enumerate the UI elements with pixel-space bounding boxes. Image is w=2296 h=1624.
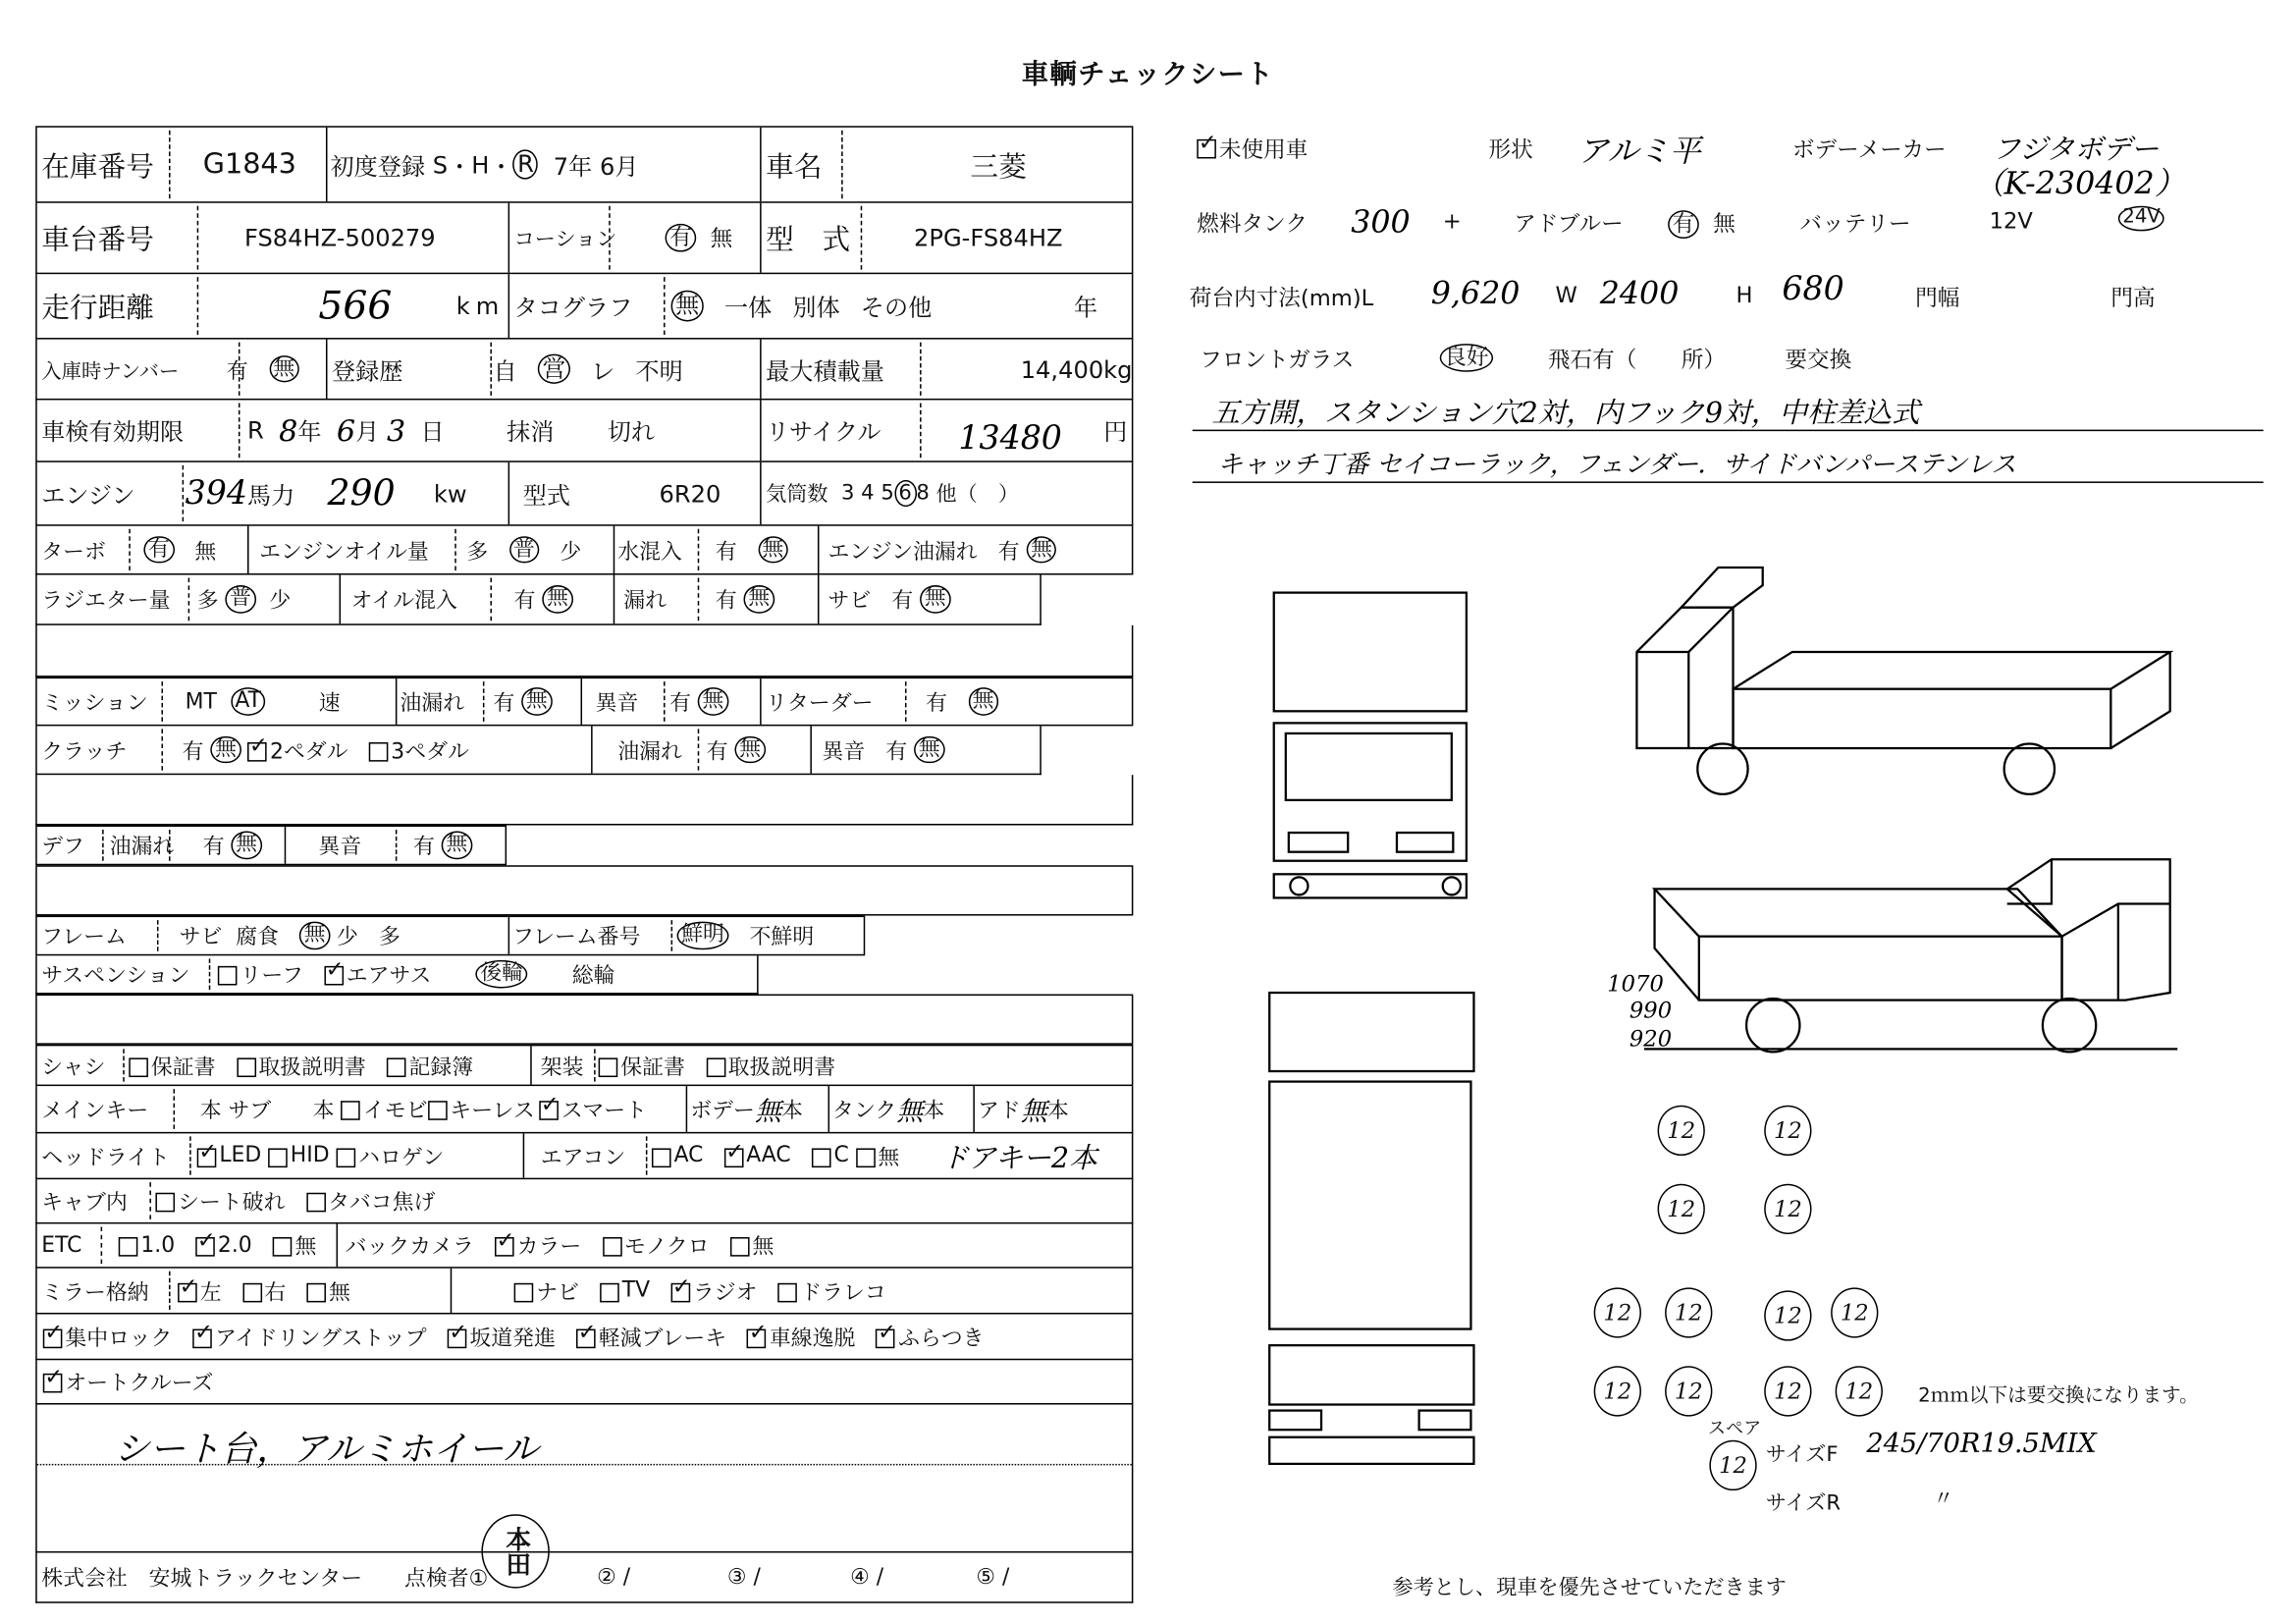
frame-number-label: フレーム番号 [512,926,641,950]
spare-label: スペア [1707,1418,1762,1439]
diff-noise-options: 有 無 [413,827,472,864]
engine-type: 6R20 [659,479,721,508]
cargo-dim-label: 荷台内寸法(mm)L [1189,284,1374,311]
clutch-label: クラッチ [41,739,128,764]
radiator-label: ラジエター量 [41,589,171,614]
body-docs: 保証書 取扱説明書 [599,1046,835,1084]
turbo-options: 有 無 [143,526,216,573]
body-maker: フジタボデー [1992,133,2160,167]
mileage: 566 [318,283,393,329]
mirror-label: ミラー格納 [41,1280,149,1305]
tire-second-right: 12 [1764,1184,1811,1234]
size-rear-label: サイズR [1765,1491,1842,1516]
safety-options: ✓ 集中ロック ✓ アイドリングストップ ✓ 坂道発進 ✓ 軽減ブレーキ ✓ 車線逸脱 ✓ ふらつき [43,1314,985,1358]
size-front-label: サイズF [1765,1442,1839,1467]
model: 2PG-FS84HZ [914,223,1063,252]
height-2: 990 [1629,997,1673,1024]
water-label: 水混入 [617,540,682,565]
stock-label: 在庫番号 [41,150,154,184]
windshield-label: フロントガラス [1200,347,1355,374]
rust: サビ 有 無 [828,574,951,623]
battery-12v: 12V [1989,207,2033,235]
inspector-2: ② / [597,1565,631,1590]
etc-options: 1.0 ✓ 2.0 無 [119,1223,317,1267]
engine-label: エンジン [41,480,135,510]
gate-width-label: 門幅 [1915,284,1960,311]
body-maker-code: （K-230402） [1972,166,2186,202]
clutch-leak-options: 有 無 [707,726,766,773]
body-note-1: 五方開，スタンション穴2対，内フック9対，中柱差込式 [1211,397,1920,430]
fuel-tank-label: 燃料タンク [1197,210,1308,238]
adblue-options: 有 無 [1668,207,1735,239]
etc-label: ETC [41,1233,82,1258]
oil-mix-options: 有 無 [514,574,573,623]
gate-height-label: 門高 [2110,284,2156,311]
water-options: 有 無 [716,526,788,573]
cab-label: キャブ内 [41,1191,128,1216]
tire-rear1-right-outer: 12 [1831,1287,1878,1337]
inspector-4: ④ / [850,1565,884,1590]
caution-label: コーション [513,227,617,251]
tacho-options: 無 一体 別体 その他 [671,274,933,338]
tire-note: 2ｍｍ以下は要交換になります。 [1918,1384,2199,1408]
retarder-label: リターダー [766,691,874,716]
tire-spare: 12 [1709,1440,1756,1490]
page-title: 車輌チェックシート [1021,59,1275,91]
oil-level-options: 多 普 少 [466,537,582,565]
diff-leak-label: 油漏れ [109,836,175,860]
caution-options: 有 無 [666,203,733,273]
mileage-label: 走行距離 [41,292,154,325]
cargo-length: 9,620 [1430,275,1521,311]
aircon-options: AC ✓ AAC C 無 [652,1133,899,1177]
chassis-no: FS84HZ-500279 [243,223,436,252]
tire-rear2-left-inner: 12 [1665,1366,1712,1416]
inspector-stamp: 本田 [481,1514,549,1588]
headlight-label: ヘッドライト [41,1146,170,1170]
recycle-label: リサイクル [766,417,881,447]
adblue-keys: アド 無 本 [977,1095,1069,1127]
max-load: 14,400kg [1020,354,1133,384]
tire-rear2-left-outer: 12 [1594,1366,1641,1416]
audio-options: ナビ TV ✓ ラジオ ドラレコ [514,1269,886,1313]
body-keys: ボデー 無 本 [690,1095,803,1127]
inspector-3: ③ / [726,1565,761,1590]
leak-options: 有 無 [716,574,774,623]
diff-label: デフ [41,836,85,860]
inspector-label: 点検者① [403,1567,489,1592]
mileage-unit: km [455,292,506,320]
vehicle-name: 三菱 [970,150,1027,184]
height-3: 920 [1629,1025,1673,1053]
windshield-chip: 飛石有（ 所） [1547,347,1727,374]
plate-options: 有 無 [227,340,299,399]
tacho-label: タコグラフ [513,293,633,322]
history-label: 登録歴 [332,355,403,385]
turbo-label: ターボ [41,540,106,565]
inspection-date: R 8 年 6 月 3 日 抹消 切れ [247,412,656,449]
tire-second-left: 12 [1658,1184,1705,1234]
unused-vehicle: ✓未使用車 [1197,134,1308,165]
mission-leak-label: 油漏れ [400,691,465,716]
body-docs-label: 架装 [540,1056,584,1080]
mission-noise-options: 有 無 [669,678,728,725]
tank-keys: タンク 無 本 [832,1095,945,1127]
fuel-plus: + [1442,207,1462,235]
clutch-options: 有 無 ✓ 2ペダル 3ペダル [183,726,469,773]
back-camera: バックカメラ ✓ カラー モノクロ 無 [346,1223,774,1267]
engine-power: 394 馬力 290 kw [185,472,467,514]
history-options: 自 営 レ 不明 [493,353,683,385]
suspension-options: リーフ ✓ エアサス 後輪 総輪 [218,955,615,993]
chassis-docs: 保証書 取扱説明書 記録簿 [129,1046,473,1084]
door-key-note: ドアキー2本 [940,1141,1097,1174]
tire-front-left: 12 [1658,1106,1705,1156]
body-maker-label: ボデーメーカー [1791,135,1947,163]
engine-type-label: 型式 [522,480,570,510]
clutch-noise: 異音 有 無 [822,726,944,773]
oil-mix-label: オイル混入 [350,589,457,614]
frame-rust-options: サビ 腐食 無 少 多 [179,923,400,950]
diff-noise-label: 異音 [318,836,362,860]
recycle-unit: 円 [1103,417,1128,447]
engine-leak: エンジン油漏れ 有 無 [828,526,1057,573]
key-options: 本 サブ 本 イモビ キーレス ✓ スマート [200,1086,647,1132]
front-view-diagram [1274,593,1467,898]
oil-level-label: エンジンオイル量 [259,540,429,565]
tire-front-right: 12 [1764,1106,1811,1156]
top-view-diagram [1269,993,1473,1464]
company-name: 株式会社 安城トラックセンター [41,1567,363,1592]
windshield-good: 良好 [1440,344,1493,372]
leak-label: 漏れ [623,589,667,614]
tire-rear1-left-inner: 12 [1665,1287,1712,1337]
main-key-label: メインキー [41,1099,149,1123]
mission-noise-label: 異音 [595,691,639,716]
cargo-height-label: H [1735,281,1753,308]
tire-rear2-right-outer: 12 [1836,1366,1883,1416]
shape-label: 形状 [1488,135,1533,163]
battery-24v: 24V [2118,206,2164,232]
cargo-width-label: W [1555,281,1577,308]
size-front: 245/70R19.5MIX [1866,1428,2097,1460]
frame-label: フレーム [41,926,127,950]
load-label: 最大積載量 [766,355,884,385]
chassis-label: 車台番号 [41,223,154,257]
tire-rear1-right-inner: 12 [1764,1290,1811,1340]
recycle-fee: 13480 [958,420,1062,459]
shape: アルミ平 [1577,133,1701,170]
inspector-5: ⑤ / [976,1565,1010,1590]
cargo-height: 680 [1782,271,1844,308]
mission-label: ミッション [41,691,148,716]
stock-no: G1843 [202,147,296,182]
side-view-diagram-left-cab [1636,568,2169,794]
tacho-year: 年 [1074,293,1098,322]
mirror-options: ✓ 左 右 無 [178,1269,350,1313]
model-label: 型 式 [766,223,851,257]
mission-leak-options: 有 無 [493,678,552,725]
size-rear: 〃 [1933,1488,1954,1512]
height-1: 1070 [1607,970,1664,998]
aircon-label: エアコン [540,1146,626,1170]
tire-rear1-left-outer: 12 [1594,1287,1641,1337]
retarder-options: 有 無 [926,678,998,725]
diff-leak-options: 有 無 [203,827,262,864]
windshield-replace: 要交換 [1785,347,1852,374]
memo-text: シート台，アルミホイール [114,1428,539,1470]
headlight-options: ✓ LED HID ハロゲン [197,1133,445,1177]
fuel-tank: 300 [1351,204,1411,241]
tire-rear2-right-inner: 12 [1764,1366,1811,1416]
cab-options: シート破れ タバコ焦げ [155,1179,435,1222]
cargo-width: 2400 [1599,275,1680,311]
cylinders: 気筒数 3 4 5 6 8 他（ ） [766,481,1020,508]
radiator-options: 多 普 少 [196,586,292,614]
suspension-label: サスペンション [41,964,190,989]
side-view-diagram-right-cab [1644,859,2177,1052]
auto-cruise: ✓ オートクルーズ [43,1360,214,1403]
chassis-docs-label: シャシ [41,1056,106,1080]
mission-type: MT AT 速 [185,688,341,716]
inspection-label: 車検有効期限 [41,417,185,447]
first-registration: 初度登録 S ・ H ・ R 7年 6月 [330,149,639,181]
adblue-label: アドブルー [1514,210,1624,238]
frame-number-options: 鮮明 不鮮明 [677,917,815,954]
vehicle-name-label: 車名 [766,150,823,184]
disclaimer: 参考とし、現車を優先させていただきます [1392,1576,1787,1600]
battery-label: バッテリー [1799,210,1911,238]
body-note-2: キャッチ丁番 セイコーラック，フェンダー．サイドバンパーステンレス [1217,450,2017,480]
clutch-leak-label: 油漏れ [617,739,682,764]
plate-label: 入庫時ナンバー [41,359,180,384]
